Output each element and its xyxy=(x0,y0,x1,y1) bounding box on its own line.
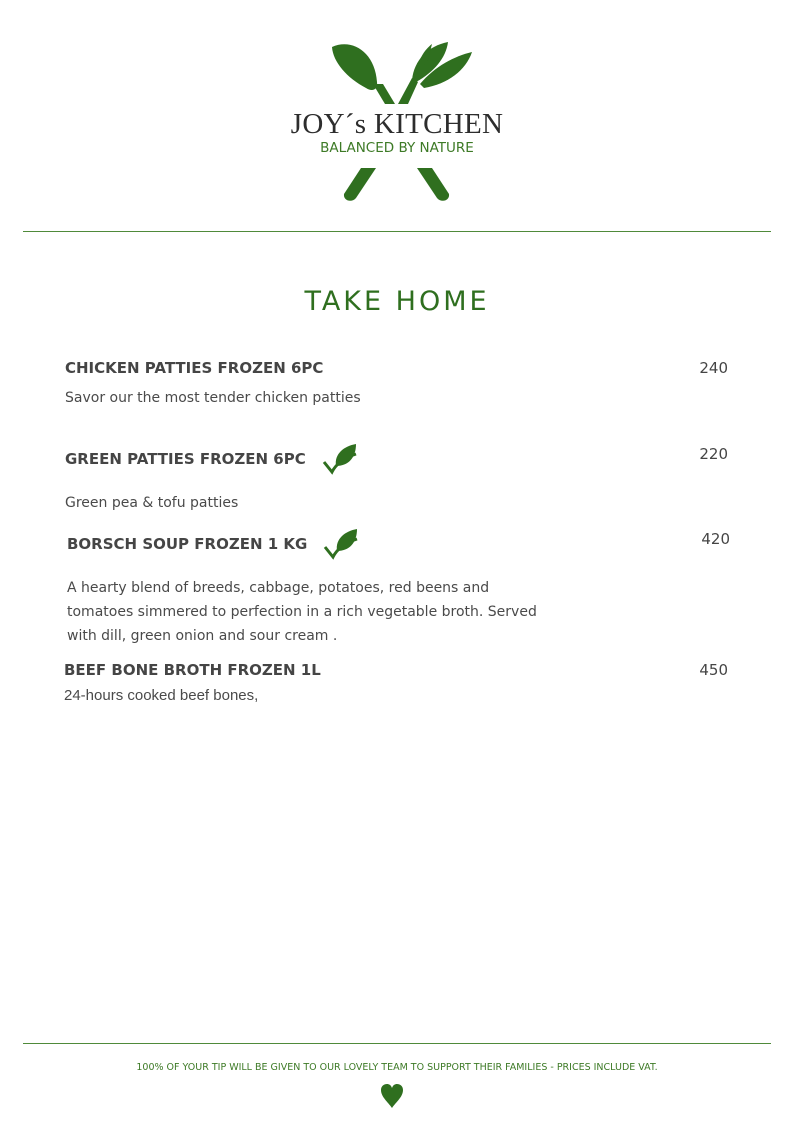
item-name: GREEN PATTIES FROZEN 6PC xyxy=(65,450,306,468)
vegan-leaf-icon xyxy=(322,444,358,483)
heart-icon xyxy=(380,1083,404,1114)
footer-divider xyxy=(23,1043,771,1044)
item-name: BEEF BONE BROTH FROZEN 1L xyxy=(64,661,321,679)
item-description: Savor our the most tender chicken patties xyxy=(65,390,361,406)
menu-item xyxy=(65,444,730,515)
menu-item xyxy=(67,529,732,648)
item-name: CHICKEN PATTIES FROZEN 6PC xyxy=(65,359,324,377)
item-price: 420 xyxy=(701,530,730,548)
item-description: A hearty blend of breeds, cabbage, potatoes, red beens and tomatoes simmered to perfection in a rich vegetable broth. Served with dill, green onion and sour cream . xyxy=(67,580,537,644)
vegan-leaf-icon xyxy=(323,529,359,568)
item-description: Green pea & tofu patties xyxy=(65,495,239,511)
brand-logo xyxy=(0,0,794,215)
menu-item xyxy=(64,660,730,708)
footer-note: 100% OF YOUR TIP WILL BE GIVEN TO OUR LOVELY TEAM TO SUPPORT THEIR FAMILIES - PRICES INCLUDE VAT. xyxy=(136,1062,658,1073)
item-price: 220 xyxy=(699,445,728,463)
section-title: TAKE HOME xyxy=(304,286,490,317)
item-description: 24-hours cooked beef bones, xyxy=(64,687,259,704)
brand-name: JOY´s KITCHEN xyxy=(290,108,504,140)
item-price: 240 xyxy=(699,359,728,377)
header-divider xyxy=(23,231,771,232)
item-price: 450 xyxy=(699,661,728,679)
brand-tagline: BALANCED BY NATURE xyxy=(320,140,474,156)
item-name: BORSCH SOUP FROZEN 1 KG xyxy=(67,535,308,553)
menu-item xyxy=(65,358,730,410)
